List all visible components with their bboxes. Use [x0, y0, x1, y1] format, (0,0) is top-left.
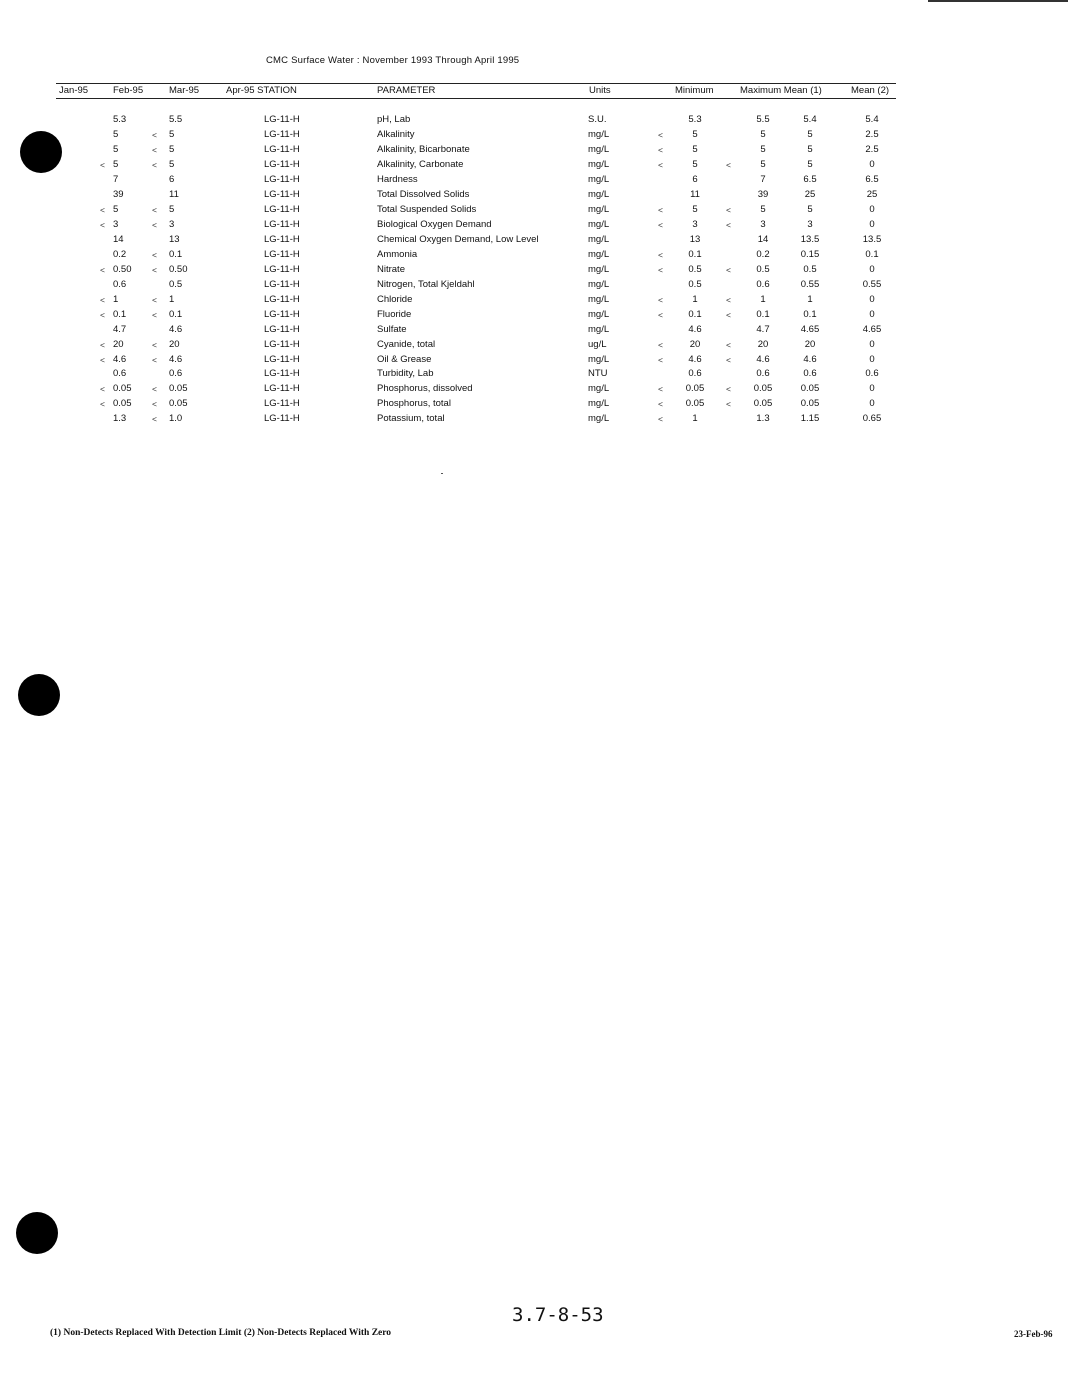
- maximum-value: 4.6: [756, 353, 770, 365]
- mean-2-value: 0.1: [865, 248, 879, 260]
- mean-2-value: 0.55: [862, 278, 882, 290]
- mean-2-value: 25: [866, 188, 878, 200]
- maximum-value: 1.3: [756, 413, 770, 425]
- mar-qualifier: <: [152, 264, 157, 275]
- mar-95-value: 4.6: [169, 323, 183, 335]
- parameter: Chloride: [377, 293, 413, 305]
- units: mg/L: [588, 308, 610, 320]
- maximum-value: 5.5: [756, 114, 770, 125]
- parameter: Alkalinity, Carbonate: [377, 158, 464, 170]
- maximum-value: 7: [760, 173, 766, 185]
- punch-hole: [18, 674, 60, 716]
- units: mg/L: [588, 143, 610, 155]
- station: LG-11-H: [264, 383, 300, 395]
- station: LG-11-H: [264, 128, 300, 140]
- mean-1-value: 0.15: [800, 248, 820, 260]
- maximum-value: 5: [760, 143, 766, 155]
- min-qualifier: <: [658, 339, 663, 350]
- mar-95-value: 0.6: [169, 368, 183, 380]
- print-date: 23-Feb-96: [1014, 1329, 1053, 1339]
- mar-95-value: 0.1: [169, 308, 183, 320]
- mean-1-value: 0.1: [803, 308, 817, 320]
- feb-qualifier: <: [100, 354, 105, 365]
- units: mg/L: [588, 233, 610, 245]
- units: mg/L: [588, 293, 610, 305]
- mar-95-value: 4.6: [169, 353, 183, 365]
- station: LG-11-H: [264, 203, 300, 215]
- mar-95-value: 5.5: [169, 114, 183, 125]
- minimum-value: 0.5: [688, 278, 702, 290]
- units: mg/L: [588, 398, 610, 410]
- mean-2-value: 0.6: [865, 368, 879, 380]
- mar-qualifier: <: [152, 294, 157, 305]
- parameter: Phosphorus, dissolved: [377, 383, 473, 395]
- mar-95-value: 0.5: [169, 278, 183, 290]
- min-qualifier: <: [658, 264, 663, 275]
- station: LG-11-H: [264, 218, 300, 230]
- mean-1-value: 0.6: [803, 368, 817, 380]
- mar-95-value: 6: [169, 173, 175, 185]
- mean-1-value: 4.6: [803, 353, 817, 365]
- feb-95-value: 1.3: [113, 413, 127, 425]
- mar-qualifier: <: [152, 129, 157, 140]
- header-units: Units: [589, 85, 611, 96]
- station: LG-11-H: [264, 323, 300, 335]
- minimum-value: 1: [692, 413, 698, 425]
- punch-hole: [20, 131, 62, 173]
- mean-2-value: 4.65: [862, 323, 882, 335]
- feb-qualifier: <: [100, 309, 105, 320]
- units: mg/L: [588, 128, 610, 140]
- document-title: CMC Surface Water : November 1993 Through April 1995: [266, 55, 520, 66]
- max-qualifier: <: [726, 399, 731, 410]
- mar-95-value: 0.1: [169, 248, 183, 260]
- scan-speck: [441, 473, 443, 474]
- maximum-value: 1: [760, 293, 766, 305]
- punch-hole: [16, 1212, 58, 1254]
- maximum-value: 3: [760, 218, 766, 230]
- mean-1-value: 13.5: [800, 233, 820, 245]
- mean-2-value: 0: [869, 263, 875, 275]
- feb-qualifier: <: [100, 399, 105, 410]
- feb-95-value: 5.3: [113, 114, 127, 125]
- feb-95-value: 5: [113, 128, 119, 140]
- mean-2-value: 0: [869, 293, 875, 305]
- header-apr-95-station: Apr-95 STATION: [226, 85, 297, 96]
- station: LG-11-H: [264, 158, 300, 170]
- header-parameter: PARAMETER: [377, 85, 436, 96]
- header-mean-2: Mean (2): [851, 85, 890, 96]
- min-qualifier: <: [658, 354, 663, 365]
- mean-2-value: 0: [869, 338, 875, 350]
- feb-95-value: 39: [113, 188, 124, 200]
- feb-qualifier: <: [100, 219, 105, 230]
- mar-qualifier: <: [152, 159, 157, 170]
- feb-95-value: 3: [113, 218, 119, 230]
- units: mg/L: [588, 188, 610, 200]
- max-qualifier: <: [726, 309, 731, 320]
- parameter: Ammonia: [377, 248, 418, 260]
- feb-95-value: 0.6: [113, 368, 127, 380]
- minimum-value: 11: [690, 188, 700, 200]
- feb-95-value: 5: [113, 143, 119, 155]
- units: mg/L: [588, 323, 610, 335]
- mar-95-value: 5: [169, 203, 175, 215]
- minimum-value: 0.05: [685, 383, 705, 395]
- mean-1-value: 0.5: [803, 263, 817, 275]
- mar-qualifier: <: [152, 384, 157, 395]
- mar-qualifier: <: [152, 399, 157, 410]
- mean-2-value: 0.65: [862, 413, 882, 425]
- minimum-value: 5: [692, 143, 698, 155]
- station: LG-11-H: [264, 114, 300, 125]
- feb-95-value: 20: [113, 338, 124, 350]
- feb-qualifier: <: [100, 264, 105, 275]
- mar-95-value: 13: [169, 233, 180, 245]
- parameter: Alkalinity: [377, 128, 415, 140]
- max-qualifier: <: [726, 219, 731, 230]
- mar-95-value: 11: [169, 188, 179, 200]
- parameter: Sulfate: [377, 323, 407, 335]
- station: LG-11-H: [264, 233, 300, 245]
- maximum-value: 0.5: [756, 263, 770, 275]
- units: ug/L: [588, 338, 607, 350]
- parameter: Chemical Oxygen Demand, Low Level: [377, 233, 539, 245]
- mar-95-value: 0.50: [169, 263, 188, 275]
- max-qualifier: <: [726, 384, 731, 395]
- feb-qualifier: <: [100, 294, 105, 305]
- mean-2-value: 0: [869, 158, 875, 170]
- units: mg/L: [588, 158, 610, 170]
- units: mg/L: [588, 353, 610, 365]
- feb-qualifier: <: [100, 339, 105, 350]
- parameter: Turbidity, Lab: [377, 368, 434, 380]
- feb-95-value: 7: [113, 173, 119, 185]
- maximum-value: 0.2: [756, 248, 770, 260]
- minimum-value: 4.6: [688, 353, 702, 365]
- min-qualifier: <: [658, 219, 663, 230]
- mar-95-value: 5: [169, 143, 175, 155]
- maximum-value: 0.6: [756, 278, 770, 290]
- minimum-value: 0.5: [688, 263, 702, 275]
- mar-95-value: 1: [169, 293, 175, 305]
- minimum-value: 0.05: [685, 398, 705, 410]
- mar-95-value: 20: [169, 338, 180, 350]
- maximum-value: 5: [760, 128, 766, 140]
- feb-95-value: 0.05: [113, 383, 132, 395]
- parameter: Total Suspended Solids: [377, 203, 477, 215]
- feb-qualifier: <: [100, 204, 105, 215]
- mean-1-value: 5: [807, 158, 813, 170]
- maximum-value: 5: [760, 158, 766, 170]
- parameter: Alkalinity, Bicarbonate: [377, 143, 470, 155]
- units: mg/L: [588, 173, 610, 185]
- station: LG-11-H: [264, 278, 300, 290]
- mar-95-value: 0.05: [169, 398, 188, 410]
- header-maximum-mean-1: Maximum Mean (1): [740, 85, 822, 96]
- units: mg/L: [588, 203, 610, 215]
- station: LG-11-H: [264, 293, 300, 305]
- parameter: Biological Oxygen Demand: [377, 218, 492, 230]
- mar-qualifier: <: [152, 414, 157, 425]
- maximum-value: 14: [757, 233, 769, 245]
- minimum-value: 5: [692, 203, 698, 215]
- max-qualifier: <: [726, 339, 731, 350]
- minimum-value: 0.1: [688, 248, 702, 260]
- parameter: Oil & Grease: [377, 353, 432, 365]
- min-qualifier: <: [658, 399, 663, 410]
- feb-95-value: 1: [113, 293, 119, 305]
- max-qualifier: <: [726, 204, 731, 215]
- mean-2-value: 0: [869, 203, 875, 215]
- mar-qualifier: <: [152, 339, 157, 350]
- mean-2-value: 2.5: [865, 128, 879, 140]
- minimum-value: 6: [692, 173, 698, 185]
- feb-95-value: 14: [113, 233, 124, 245]
- min-qualifier: <: [658, 414, 663, 425]
- units: S.U.: [588, 114, 607, 125]
- mean-2-value: 0: [869, 353, 875, 365]
- mean-1-value: 25: [804, 188, 816, 200]
- station: LG-11-H: [264, 248, 300, 260]
- header-minimum: Minimum: [675, 85, 714, 96]
- mar-95-value: 3: [169, 218, 175, 230]
- feb-qualifier: <: [100, 159, 105, 170]
- minimum-value: 5: [692, 128, 698, 140]
- scan-edge-line: [928, 0, 1068, 2]
- parameter: Total Dissolved Solids: [377, 188, 470, 200]
- minimum-value: 13: [689, 233, 701, 245]
- mar-qualifier: <: [152, 354, 157, 365]
- mean-1-value: 1.15: [800, 413, 820, 425]
- maximum-value: 0.1: [756, 308, 770, 320]
- parameter: Hardness: [377, 173, 418, 185]
- mar-95-value: 1.0: [169, 413, 183, 425]
- units: NTU: [588, 368, 608, 380]
- min-qualifier: <: [658, 129, 663, 140]
- mean-2-value: 0: [869, 398, 875, 410]
- parameter: Phosphorus, total: [377, 398, 451, 410]
- mean-2-value: 0: [869, 308, 875, 320]
- station: LG-11-H: [264, 353, 300, 365]
- mean-2-value: 0: [869, 383, 875, 395]
- feb-95-value: 4.6: [113, 353, 127, 365]
- mean-2-value: 6.5: [865, 173, 879, 185]
- mean-1-value: 5: [807, 128, 813, 140]
- units: mg/L: [588, 218, 610, 230]
- footnote: (1) Non-Detects Replaced With Detection Limit (2) Non-Detects Replaced With Zero: [50, 1328, 392, 1338]
- min-qualifier: <: [658, 309, 663, 320]
- station: LG-11-H: [264, 413, 300, 425]
- max-qualifier: <: [726, 159, 731, 170]
- feb-95-value: 4.7: [113, 323, 127, 335]
- minimum-value: 20: [689, 338, 701, 350]
- feb-95-value: 5: [113, 158, 119, 170]
- mean-1-value: 3: [807, 218, 813, 230]
- maximum-value: 5: [760, 203, 766, 215]
- station: LG-11-H: [264, 143, 300, 155]
- min-qualifier: <: [658, 204, 663, 215]
- mean-1-value: 1: [807, 293, 813, 305]
- minimum-value: 4.6: [688, 323, 702, 335]
- min-qualifier: <: [658, 159, 663, 170]
- header-bottom-rule: [56, 98, 896, 99]
- mean-1-value: 0.55: [800, 278, 820, 290]
- maximum-value: 0.05: [753, 398, 773, 410]
- mean-1-value: 20: [804, 338, 816, 350]
- minimum-value: 0.1: [688, 308, 702, 320]
- max-qualifier: <: [726, 294, 731, 305]
- header-top-rule: [56, 83, 896, 84]
- station: LG-11-H: [264, 368, 300, 380]
- feb-95-value: 0.1: [113, 308, 127, 320]
- min-qualifier: <: [658, 144, 663, 155]
- mean-2-value: 13.5: [862, 233, 882, 245]
- units: mg/L: [588, 413, 610, 425]
- mean-1-value: 5: [807, 203, 813, 215]
- mar-qualifier: <: [152, 249, 157, 260]
- station: LG-11-H: [264, 338, 300, 350]
- parameter: pH, Lab: [377, 114, 411, 125]
- maximum-value: 20: [757, 338, 769, 350]
- header-jan-95: Jan-95: [59, 85, 89, 96]
- mean-1-value: 6.5: [803, 173, 817, 185]
- maximum-value: 39: [757, 188, 769, 200]
- maximum-value: 0.05: [753, 383, 773, 395]
- mar-95-value: 0.05: [169, 383, 188, 395]
- station: LG-11-H: [264, 188, 300, 200]
- mean-1-value: 4.65: [800, 323, 820, 335]
- mar-qualifier: <: [152, 144, 157, 155]
- mar-qualifier: <: [152, 219, 157, 230]
- mean-1-value: 0.05: [800, 383, 820, 395]
- mean-1-value: 5: [807, 143, 813, 155]
- feb-qualifier: <: [100, 384, 105, 395]
- units: mg/L: [588, 278, 610, 290]
- station: LG-11-H: [264, 308, 300, 320]
- min-qualifier: <: [658, 294, 663, 305]
- parameter: Cyanide, total: [377, 338, 436, 350]
- mean-2-value: 0: [869, 218, 875, 230]
- station: LG-11-H: [264, 173, 300, 185]
- page-number: 3.7-8-53: [512, 1304, 604, 1326]
- feb-95-value: 0.05: [113, 398, 132, 410]
- units: mg/L: [588, 263, 610, 275]
- station: LG-11-H: [264, 263, 300, 275]
- max-qualifier: <: [726, 354, 731, 365]
- mar-qualifier: <: [152, 204, 157, 215]
- parameter: Nitrogen, Total Kjeldahl: [377, 278, 475, 290]
- header-mar-95: Mar-95: [169, 85, 200, 96]
- feb-95-value: 0.2: [113, 248, 127, 260]
- units: mg/L: [588, 248, 610, 260]
- feb-95-value: 0.50: [113, 263, 132, 275]
- maximum-value: 0.6: [756, 368, 770, 380]
- min-qualifier: <: [658, 384, 663, 395]
- minimum-value: 0.6: [688, 368, 702, 380]
- header-feb-95: Feb-95: [113, 85, 144, 96]
- minimum-value: 1: [692, 293, 698, 305]
- parameter: Potassium, total: [377, 413, 445, 425]
- mean-1-value: 0.05: [800, 398, 820, 410]
- units: mg/L: [588, 383, 610, 395]
- mar-95-value: 5: [169, 128, 175, 140]
- maximum-value: 4.7: [756, 323, 770, 335]
- feb-95-value: 5: [113, 203, 119, 215]
- station: LG-11-H: [264, 398, 300, 410]
- minimum-value: 5.3: [688, 114, 702, 125]
- minimum-value: 3: [692, 218, 698, 230]
- mean-1-value: 5.4: [803, 114, 817, 125]
- mean-2-value: 2.5: [865, 143, 879, 155]
- parameter: Nitrate: [377, 263, 405, 275]
- mar-qualifier: <: [152, 309, 157, 320]
- mar-95-value: 5: [169, 158, 175, 170]
- minimum-value: 5: [692, 158, 698, 170]
- parameter: Fluoride: [377, 308, 412, 320]
- max-qualifier: <: [726, 264, 731, 275]
- min-qualifier: <: [658, 249, 663, 260]
- feb-95-value: 0.6: [113, 278, 127, 290]
- mean-2-value: 5.4: [865, 114, 879, 125]
